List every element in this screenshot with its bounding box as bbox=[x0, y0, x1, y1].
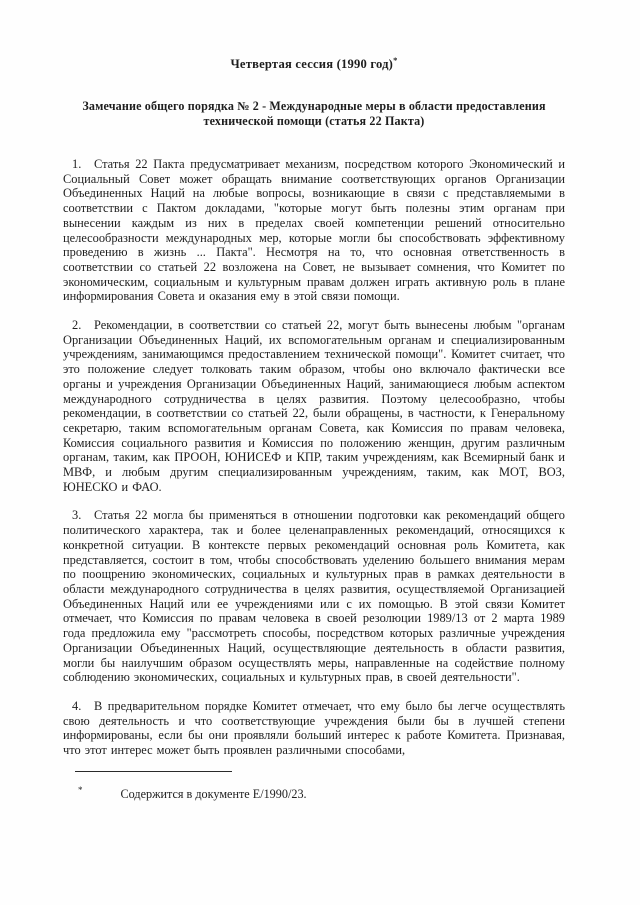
document-content bbox=[63, 54, 565, 802]
paragraph-1-number: 1. bbox=[72, 157, 82, 171]
paragraph-1-text: Статья 22 Пакта предусматривает механизм, посредством которого Экономический и Социальный Совет может обращать внимание соответствующих органов Организации Объединенных Наций на любые вопросы, возникающие в связи с представляемыми в соответствии с Пактом докладами, "которые могут быть полезны этим органам при вынесении каждым из них в пределах своей компетенции решений относительно целесообразности международных мер, которые могли бы способствовать эффективному проведению в жизнь ... Пакта". Несмотря на то, что основная ответственность в соответствии со статьей 22 возложена на Совет, не вызывает сомнения, что Комитет по экономическим, социальным и культурным правам должен играть активную роль в плане информирования Совета и оказания ему в этой связи помощи. bbox=[63, 157, 565, 304]
document-title-line-2: технической помощи (статья 22 Пакта) bbox=[203, 114, 425, 128]
footnote-marker: * bbox=[78, 784, 83, 795]
footnote-reference-marker: * bbox=[393, 54, 398, 65]
document-body bbox=[63, 157, 565, 758]
paragraph-3-number: 3. bbox=[72, 508, 82, 523]
paragraph-3-text: Статья 22 могла бы применяться в отношении подготовки как рекомендаций общего политического характера, так и более целенаправленных рекомендаций, относящихся к конкретной ситуации. В контексте первых рекомендаций основная роль Комитета, как представляется, состоит в том, чтобы способствовать уделению большего внимания мерам по поощрению экономических, социальных и культурных прав в рамках деятельности в области международного сотрудничества в целях развития, осуществляемой Организацией Объединенных Наций или ее учреждениями или с их помощью. В этой связи Комитет отмечает, что Комиссия по правам человека в своей резолюции 1989/13 от 2 марта 1989 года предложила ему "рассмотреть способы, посредством которых различные учреждения Организации Объединенных Наций, осуществляющие деятельность в области развития, могли бы наилучшим образом осуществлять меры, направленные на содействие полному соблюдению экономических, социальных и культурных прав, в своей деятельности". bbox=[63, 508, 565, 685]
paragraph-3 bbox=[63, 508, 565, 684]
paragraph-2 bbox=[63, 318, 565, 494]
document-title bbox=[63, 99, 565, 129]
session-title bbox=[63, 54, 565, 72]
paragraph-4-number: 4. bbox=[72, 698, 82, 713]
paragraph-2-number: 2. bbox=[72, 318, 82, 333]
document-title-line-1: Замечание общего порядка № 2 - Международные меры в области предоставления bbox=[82, 99, 546, 113]
paragraph-4-text: В предварительном порядке Комитет отмечает, что ему было бы легче осуществлять свою деятельность и что соответствующие учреждения были бы в лучшей степени информированы, если бы они проявляли больший интерес к работе Комитета. Признавая, что этот интерес может быть проявлен различными способами, bbox=[63, 698, 565, 758]
footnote-text: Содержится в документе E/1990/23. bbox=[120, 786, 307, 801]
paragraph-2-text: Рекомендации, в соответствии со статьей 22, могут быть вынесены любым "органам Организации Объединенных Наций, их вспомогательным органам и специализированным учреждениям, занимающимся предоставлением технической помощи". Комитет считает, что это положение следует толковать таким образом, чтобы оно включало фактически все органы и учреждения Организации Объединенных Наций, занимающиеся любым аспектом международного сотрудничества в целях развития. Поэтому целесообразно, чтобы рекомендации, в соответствии со статьей 22, были обращены, в частности, к Генеральному секретарю, таким вспомогательным органам Совета, как Комиссия по правам человека, Комиссия социального развития и Комиссия по положению женщин, другим различным органам, таким, как ПРООН, ЮНИСЕФ и КПР, таким учреждениям, как Всемирный банк и МВФ, и любым другим специализированным учреждениям, таким, как МОТ, ВОЗ, ЮНЕСКО и ФАО. bbox=[63, 318, 565, 494]
footnote-separator bbox=[75, 771, 232, 772]
paragraph-4 bbox=[63, 699, 565, 758]
session-title-text: Четвертая сессия (1990 год) bbox=[230, 57, 394, 71]
paragraph-1 bbox=[63, 157, 565, 304]
footnote bbox=[63, 784, 565, 802]
